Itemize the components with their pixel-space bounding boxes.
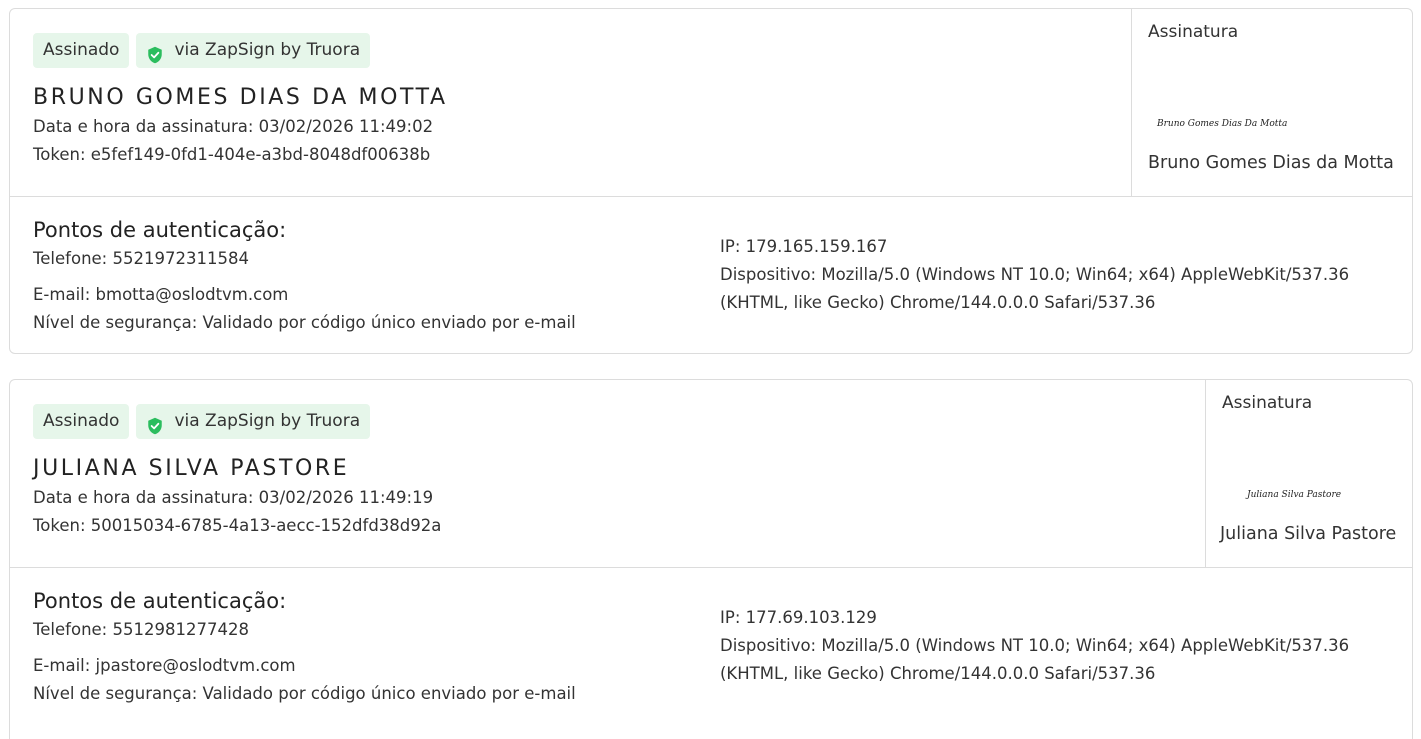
signer-info xyxy=(33,33,448,169)
ip-value: IP: 177.69.103.129 xyxy=(720,608,877,627)
device-line-2: (KHTML, like Gecko) Chrome/144.0.0.0 Safari/537.36 xyxy=(720,664,1156,683)
signature-column xyxy=(1205,380,1412,567)
authentication-title: Pontos de autenticação: xyxy=(33,218,287,242)
status-badge: Assinado xyxy=(33,33,129,68)
device-line-2: (KHTML, like Gecko) Chrome/144.0.0.0 Safari/537.36 xyxy=(720,293,1156,312)
signature-image: Juliana Silva Pastore xyxy=(1247,490,1342,500)
verified-badge xyxy=(136,404,370,439)
badge-row xyxy=(33,33,448,68)
signature-datetime: Data e hora da assinatura: 03/02/2026 11:49:19 xyxy=(33,488,434,507)
signer-header xyxy=(10,9,1412,197)
security-level: Nível de segurança: Validado por código único enviado por e-mail xyxy=(33,684,576,703)
ip-value: IP: 179.165.159.167 xyxy=(720,237,888,256)
signature-name: Bruno Gomes Dias da Motta xyxy=(1148,153,1394,173)
authentication-points xyxy=(33,586,673,708)
security-level: Nível de segurança: Validado por código único enviado por e-mail xyxy=(33,313,576,332)
device-info xyxy=(720,233,1400,317)
signature-label: Assinatura xyxy=(1148,22,1239,42)
signature-datetime: Data e hora da assinatura: 03/02/2026 11:49:02 xyxy=(33,117,434,136)
email-value: E-mail: jpastore@oslodtvm.com xyxy=(33,656,296,675)
signer-info xyxy=(33,404,441,540)
status-badge: Assinado xyxy=(33,404,129,439)
signer-header xyxy=(10,380,1412,568)
badge-row xyxy=(33,404,441,439)
signature-column xyxy=(1131,9,1412,196)
device-line-1: Dispositivo: Mozilla/5.0 (Windows NT 10.0; Win64; x64) AppleWebKit/537.36 xyxy=(720,636,1350,655)
signature-name: Juliana Silva Pastore xyxy=(1220,524,1397,544)
signer-name: BRUNO GOMES DIAS DA MOTTA xyxy=(33,85,448,110)
shield-check-icon xyxy=(146,42,164,60)
signature-label: Assinatura xyxy=(1222,393,1313,413)
device-line-1: Dispositivo: Mozilla/5.0 (Windows NT 10.0; Win64; x64) AppleWebKit/537.36 xyxy=(720,265,1350,284)
shield-check-icon xyxy=(146,413,164,431)
authentication-title: Pontos de autenticação: xyxy=(33,589,287,613)
authentication-points xyxy=(33,215,673,337)
signature-token: Token: e5fef149-0fd1-404e-a3bd-8048df00638b xyxy=(33,145,431,164)
signer-card xyxy=(9,379,1413,739)
signature-image: Bruno Gomes Dias Da Motta xyxy=(1157,119,1288,129)
phone-value: Telefone: 5512981277428 xyxy=(33,620,249,639)
signature-token: Token: 50015034-6785-4a13-aecc-152dfd38d92a xyxy=(33,516,442,535)
phone-value: Telefone: 5521972311584 xyxy=(33,249,249,268)
signer-name: JULIANA SILVA PASTORE xyxy=(33,456,350,481)
verified-badge-label: via ZapSign by Truora xyxy=(174,40,361,60)
verified-badge-label: via ZapSign by Truora xyxy=(174,411,361,431)
signer-card xyxy=(9,8,1413,354)
verified-badge xyxy=(136,33,370,68)
device-info xyxy=(720,604,1400,688)
email-value: E-mail: bmotta@oslodtvm.com xyxy=(33,285,289,304)
